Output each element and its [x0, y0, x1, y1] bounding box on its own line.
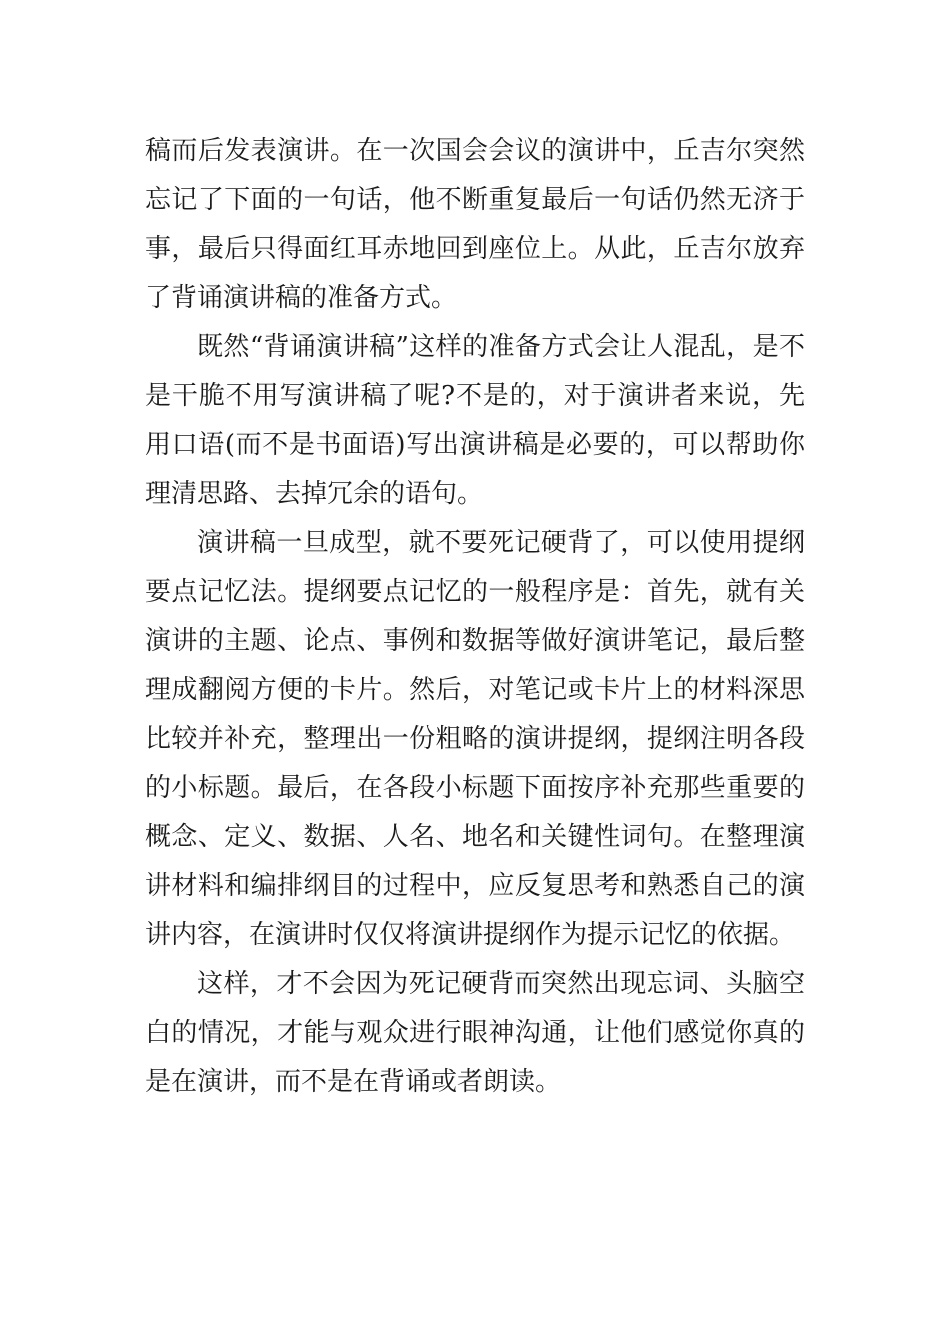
document-body — [145, 127, 805, 1107]
paragraph-3: 演讲稿一旦成型，就不要死记硬背了，可以使用提纲要点记忆法。提纲要点记忆的一般程序是：首先，就有关演讲的主题、论点、事例和数据等做好演讲笔记，最后整理成翻阅方便的卡片。然后，对笔记或卡片上的材料深思比较并补充，整理出一份粗略的演讲提纲，提纲注明各段的小标题。最后，在各段小标题下面按序补充那些重要的概念、定义、数据、人名、地名和关键性词句。在整理演讲材料和编排纲目的过程中，应反复思考和熟悉自己的演讲内容，在演讲时仅仅将演讲提纲作为提示记忆的依据。 — [145, 528, 805, 950]
paragraph-1: 稿而后发表演讲。在一次国会会议的演讲中，丘吉尔突然忘记了下面的一句话，他不断重复最后一句话仍然无济于事，最后只得面红耳赤地回到座位上。从此，丘吉尔放弃了背诵演讲稿的准备方式。 — [145, 136, 805, 313]
paragraph-2: 既然“背诵演讲稿”这样的准备方式会让人混乱，是不是干脆不用写演讲稿了呢?不是的，对于演讲者来说，先用口语(而不是书面语)写出演讲稿是必要的，可以帮助你理清思路、去掉冗余的语句。 — [145, 332, 805, 509]
paragraph-4: 这样，才不会因为死记硬背而突然出现忘词、头脑空白的情况，才能与观众进行眼神沟通，让他们感觉你真的是在演讲，而不是在背诵或者朗读。 — [145, 969, 805, 1097]
